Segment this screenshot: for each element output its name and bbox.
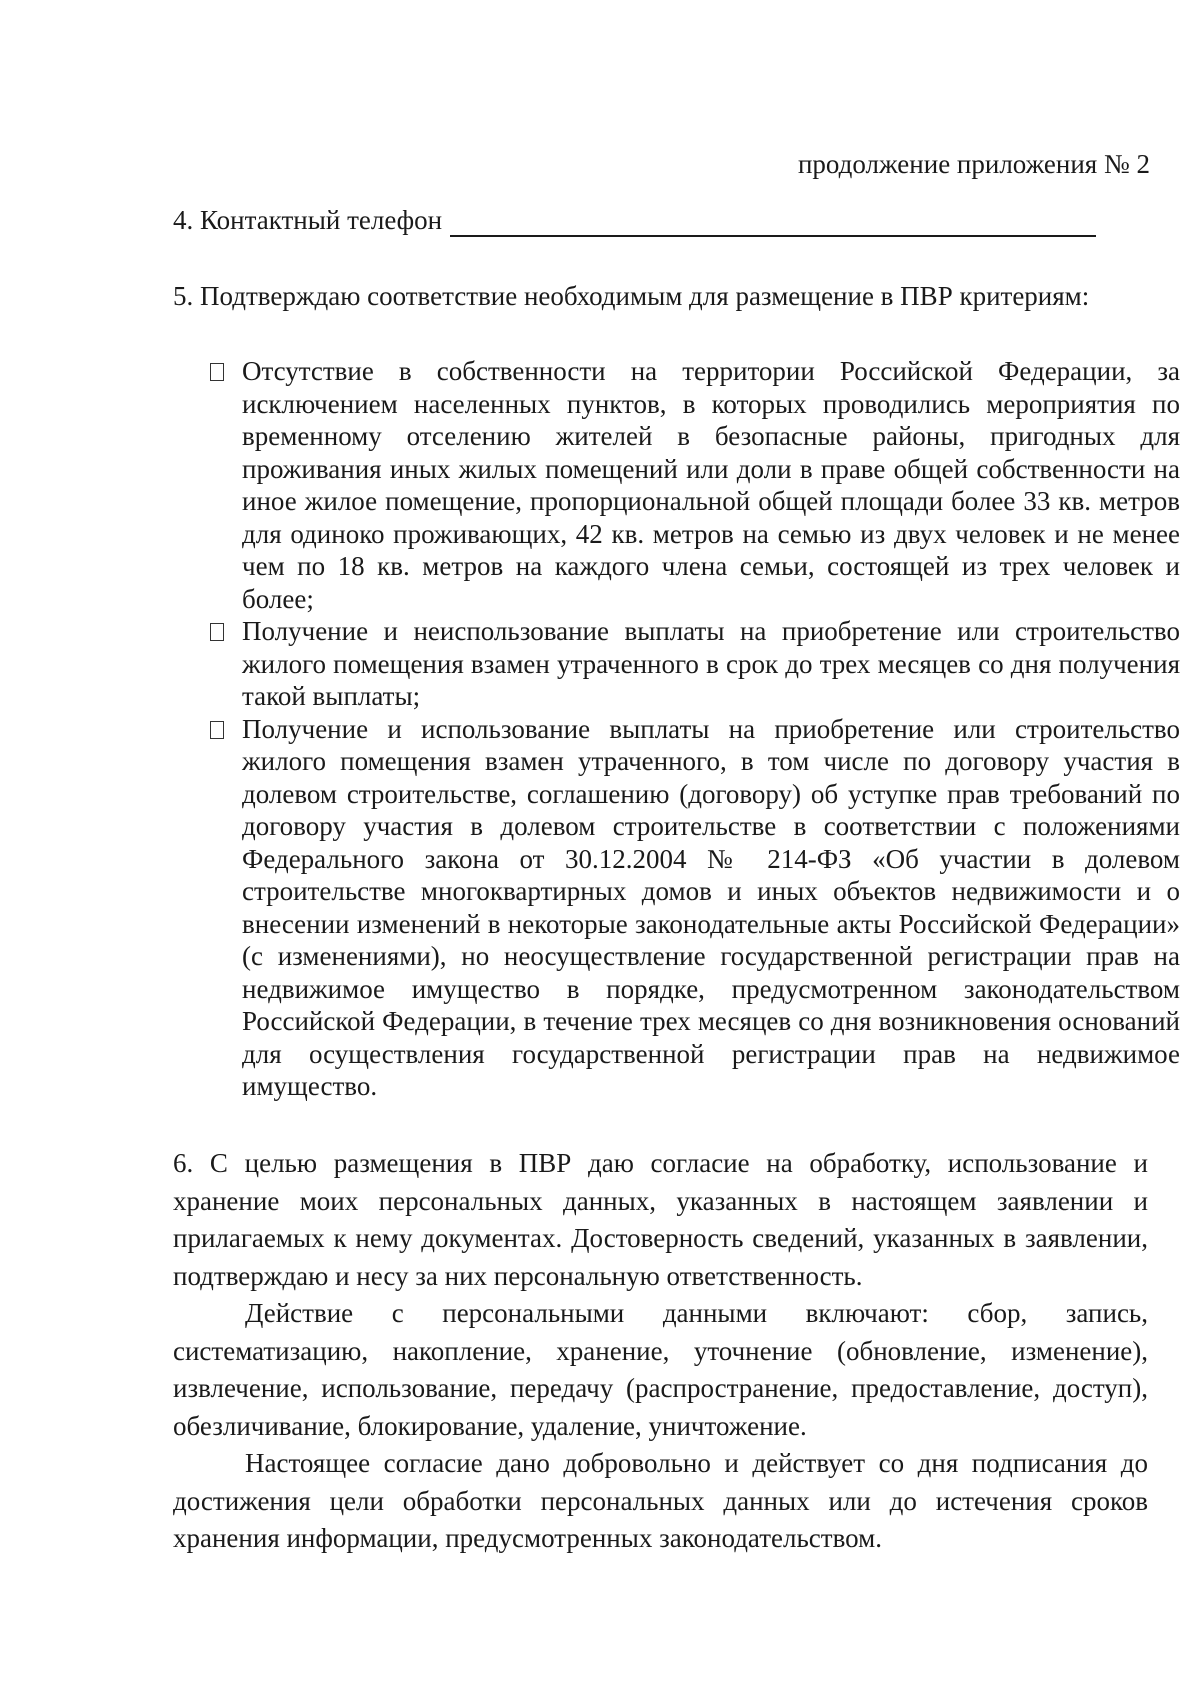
phone-input-line[interactable] — [450, 208, 1096, 237]
phone-field-row — [173, 204, 1096, 237]
checkbox-icon[interactable] — [210, 363, 224, 381]
checkbox-icon[interactable] — [210, 721, 224, 739]
criterion-text: Получение и неиспользование выплаты на приобретение или строительство жилого помещения взамен утраченного в срок до трех месяцев со дня получения такой выплаты; — [242, 616, 1180, 711]
criterion-item-no-property — [207, 355, 1180, 615]
criteria-list — [207, 355, 1180, 1103]
criterion-item-unused-payment — [207, 615, 1180, 713]
consent-section — [173, 1145, 1148, 1558]
consent-validity-paragraph: Настоящее согласие дано добровольно и действует со дня подписания до достижения цели обработки персональных данных или до истечения сроков хранения информации, предусмотренных законодательством. — [173, 1448, 1148, 1553]
phone-label: 4. Контактный телефон — [173, 205, 443, 235]
criterion-item-used-payment — [207, 713, 1180, 1103]
checkbox-icon[interactable] — [210, 623, 224, 641]
criterion-text: Получение и использование выплаты на приобретение или строительство жилого помещения взамен утраченного, в том числе по договору участия в долевом строительстве, соглашению (договору) об уступке прав требований по договору участия в долевом строительстве в соответствии с положениями Федерального закона от 30.12.2004 № 214-ФЗ «Об участии в долевом строительстве многоквартирных домов и иных объектов недвижимости и о внесении изменений в некоторые законодательные акты Российской Федерации» (с изменениями), но неосуществление государственной регистрации прав на недвижимое имущество в порядке, предусмотренном законодательством Российской Федерации, в течение трех месяцев со дня возникновения оснований для осуществления государственной регистрации прав на недвижимое имущество. — [242, 713, 1180, 1101]
appendix-continuation-note: продолжение приложения № 2 — [797, 149, 1150, 179]
consent-paragraph: 6. С целью размещения в ПВР даю согласие на обработку, использование и хранение моих персональных данных, указанных в настоящем заявлении и прилагаемых к нему документах. Достоверность сведений, указанных в заявлении, подтверждаю и несу за них персональную ответственность. — [173, 1148, 1148, 1291]
criterion-text: Отсутствие в собственности на территории Российской Федерации, за исключением населенных пунктов, в которых проводились мероприятия по временному отселению жителей в безопасные районы, пригодных для проживания иных жилых помещений или доли в праве общей собственности на иное жилое помещение, пропорциональной общей площади более 33 кв. метров для одиноко проживающих, 42 кв. метров на семью из двух человек и не менее чем по 18 кв. метров на каждого члена семьи, состоящей из трех человек и более; — [242, 356, 1180, 614]
data-actions-paragraph: Действие с персональными данными включают: сбор, запись, систематизацию, накопление, хранение, уточнение (обновление, изменение), извлечение, использование, передачу (распространение, предоставление, доступ), обезличивание, блокирование, удаление, уничтожение. — [173, 1298, 1148, 1441]
criteria-heading: 5. Подтверждаю соответствие необходимым для размещение в ПВР критериям: — [173, 281, 1090, 311]
